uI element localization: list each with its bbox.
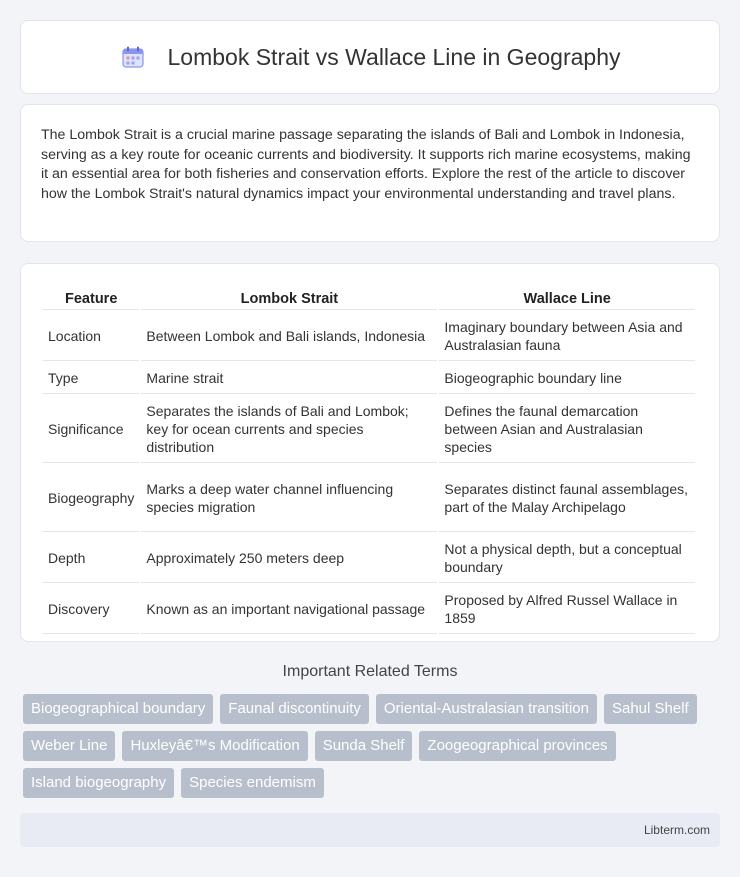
tag-huxleys-modification[interactable]: Huxleyâ€™s Modification <box>122 731 307 761</box>
table-cell: Biogeography <box>43 465 139 532</box>
comparison-table-card <box>20 263 720 642</box>
tag-biogeographical-boundary[interactable]: Biogeographical boundary <box>23 694 213 724</box>
table-header-row <box>43 286 695 310</box>
table-cell: Biogeographic boundary line <box>439 363 695 394</box>
table-cell: Marks a deep water channel influencing species migration <box>141 465 437 532</box>
table-cell: Type <box>43 363 139 394</box>
tag-zoogeographical-provinces[interactable]: Zoogeographical provinces <box>419 731 615 761</box>
page-title: Lombok Strait vs Wallace Line in Geography <box>167 43 621 70</box>
tag-sahul-shelf[interactable]: Sahul Shelf <box>604 694 697 724</box>
tag-species-endemism[interactable]: Species endemism <box>181 768 324 798</box>
table-cell: Significance <box>43 396 139 463</box>
table-cell: Location <box>43 312 139 361</box>
table-cell: Not a physical depth, but a conceptual boundary <box>439 534 695 583</box>
footer-site-link[interactable]: Libterm.com <box>643 823 710 837</box>
table-cell: Separates the islands of Bali and Lombok; key for ocean currents and species distribution <box>141 396 437 463</box>
table-cell: Defines the faunal demarcation between Asian and Australasian species <box>439 396 695 463</box>
intro-text: The Lombok Strait is a crucial marine passage separating the islands of Bali and Lombok in Indonesia, serving as a key route for oceanic currents and biodiversity. It supports rich marine ecosystems, making it an essential area for both fisheries and conservation efforts. Explore the rest of the article to discover how the Lombok Strait's natural dynamics impact your environmental understanding and travel plans. <box>41 127 691 202</box>
table-row <box>43 534 695 583</box>
table-cell: Imaginary boundary between Asia and Australasian fauna <box>439 312 695 361</box>
table-cell: Marine strait <box>141 363 437 394</box>
table-cell: Proposed by Alfred Russel Wallace in 1859 <box>439 585 695 634</box>
column-header-feature: Feature <box>43 286 139 310</box>
table-cell: Discovery <box>43 585 139 634</box>
related-terms-tags <box>23 694 723 798</box>
footer <box>20 813 720 847</box>
table-row <box>43 465 695 532</box>
tag-sunda-shelf[interactable]: Sunda Shelf <box>315 731 413 761</box>
comparison-table <box>41 284 697 636</box>
table-cell: Approximately 250 meters deep <box>141 534 437 583</box>
related-terms-title: Important Related Terms <box>282 663 458 680</box>
column-header-wallace-line: Wallace Line <box>439 286 695 310</box>
table-cell: Separates distinct faunal assemblages, part of the Malay Archipelago <box>439 465 695 532</box>
column-header-lombok-strait: Lombok Strait <box>141 286 437 310</box>
tag-island-biogeography[interactable]: Island biogeography <box>23 768 174 798</box>
table-row <box>43 585 695 634</box>
header-card <box>20 20 720 94</box>
table-row <box>43 396 695 463</box>
intro-card <box>20 104 720 242</box>
tag-weber-line[interactable]: Weber Line <box>23 731 115 761</box>
table-row <box>43 312 695 361</box>
table-row <box>43 363 695 394</box>
calendar-icon <box>120 44 146 70</box>
table-cell: Depth <box>43 534 139 583</box>
tag-faunal-discontinuity[interactable]: Faunal discontinuity <box>220 694 369 724</box>
table-cell: Between Lombok and Bali islands, Indonesia <box>141 312 437 361</box>
tag-oriental-australasian-transition[interactable]: Oriental-Australasian transition <box>376 694 597 724</box>
table-cell: Known as an important navigational passage <box>141 585 437 634</box>
